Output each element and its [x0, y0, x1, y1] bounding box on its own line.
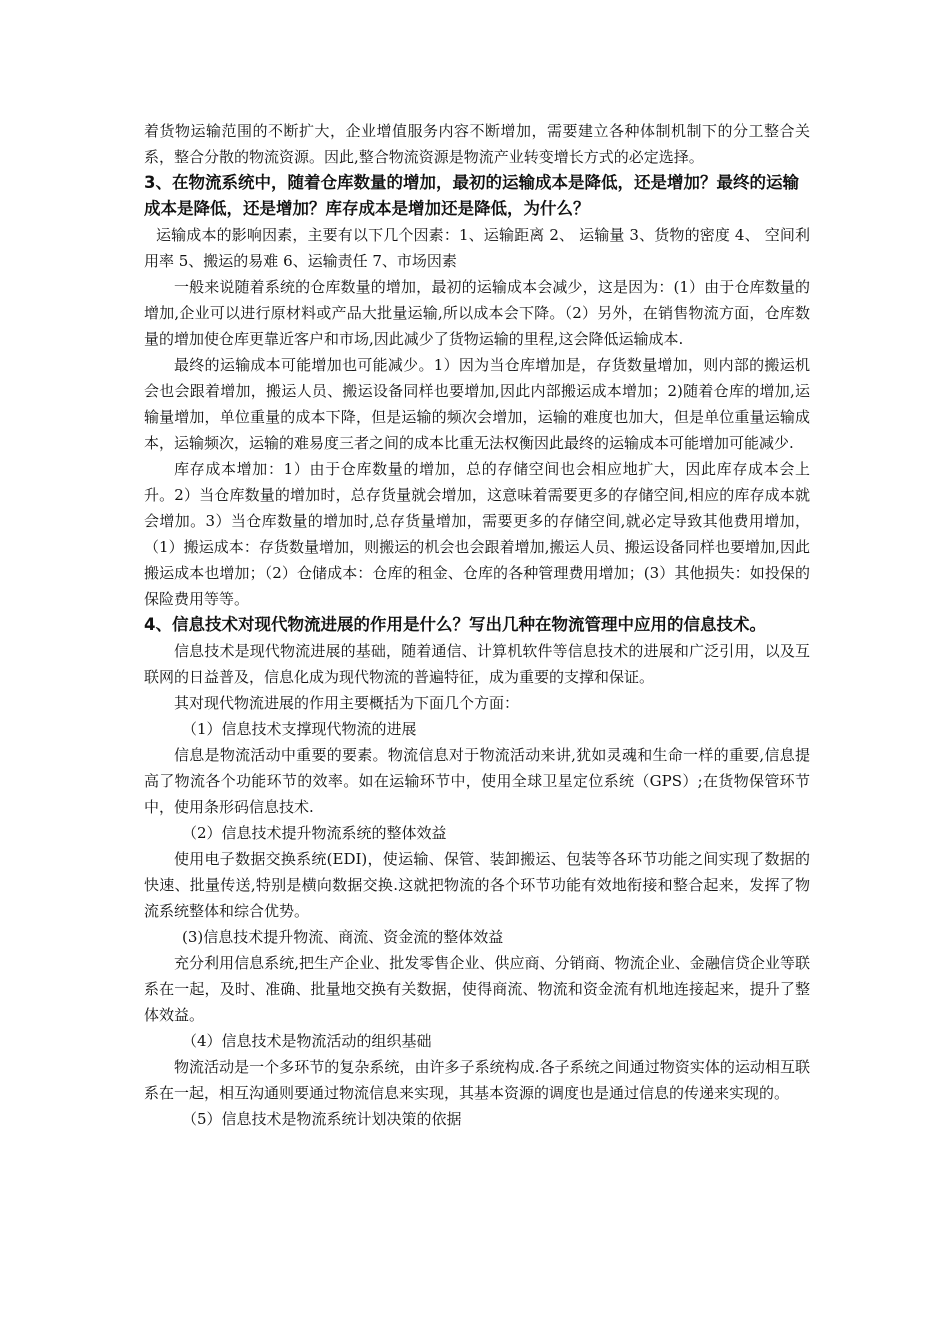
subheading-3: (3)信息技术提升物流、商流、资金流的整体效益: [182, 928, 504, 946]
subsection-2-paragraph: 使用电子数据交换系统(EDI)，使运输、保管、装卸搬运、包装等各环节功能之间实现了数据的快速、批量传送,特别是横向数据交换.这就把物流的各个环节功能有效地衔接和整合起来，发挥了物流系统整体和综合优势。: [144, 850, 810, 920]
subheading-4: （4）信息技术是物流活动的组织基础: [182, 1032, 432, 1050]
subsection-4-paragraph: 物流活动是一个多环节的复杂系统，由许多子系统构成.各子系统之间通过物资实体的运动相互联系在一起，相互沟通则要通过物流信息来实现，其基本资源的调度也是通过信息的传递来实现的。: [144, 1058, 810, 1102]
question-3-heading: 3、在物流系统中，随着仓库数量的增加，最初的运输成本是降低，还是增加？最终的运输成本是降低，还是增加？库存成本是增加还是降低，为什么？: [144, 173, 799, 218]
subsection-3-paragraph: 充分利用信息系统,把生产企业、批发零售企业、供应商、分销商、物流企业、金融信贷企业等联系在一起，及时、准确、批量地交换有关数据，使得商流、物流和资金流有机地连接起来，提升了整体效益。: [144, 954, 810, 1024]
initial-transport-cost-paragraph: 一般来说随着系统的仓库数量的增加，最初的运输成本会减少，这是因为：(1）由于仓库数量的增加,企业可以进行原材料或产品大批量运输,所以成本会下降。（2）另外，在销售物流方面，仓库数量的增加使仓库更靠近客户和市场,因此减少了货物运输的里程,这会降低运输成本.: [144, 278, 810, 348]
subheading-1: （1）信息技术支撑现代物流的进展: [182, 720, 417, 738]
inventory-cost-paragraph: 库存成本增加：1）由于仓库数量的增加，总的存储空间也会相应地扩大，因此库存成本会上升。2）当仓库数量的增加时，总存货量就会增加，这意味着需要更多的存储空间,相应的库存成本就会增加。3）当仓库数量的增加时,总存货量增加，需要更多的存储空间,就必定导致其他费用增加，（1）搬运成本：存货数量增加，则搬运的机会也会跟着增加,搬运人员、搬运设备同样也要增加,因此搬运成本也增加；（2）仓储成本：仓库的租金、仓库的各种管理费用增加；(3）其他损失：如投保的保险费用等等。: [144, 460, 810, 608]
document-page: [144, 118, 810, 1132]
final-transport-cost-paragraph: 最终的运输成本可能增加也可能减少。1）因为当仓库增加是，存货数量增加，则内部的搬运机会也会跟着增加，搬运人员、搬运设备同样也要增加,因此内部搬运成本增加；2)随着仓库的增加,运输量增加，单位重量的成本下降，但是运输的频次会增加，运输的难度也加大，但是单位重量运输成本，运输频次，运输的难易度三者之间的成本比重无法权衡因此最终的运输成本可能增加可能减少.: [144, 356, 810, 452]
it-foundation-paragraph: 信息技术是现代物流进展的基础，随着通信、计算机软件等信息技术的进展和广泛引用，以及互联网的日益普及，信息化成为现代物流的普遍特征，成为重要的支撑和保证。: [144, 642, 810, 686]
intro-paragraph: 着货物运输范围的不断扩大，企业增值服务内容不断增加，需要建立各种体制机制下的分工整合关系，整合分散的物流资源。因此,整合物流资源是物流产业转变增长方式的必定选择。: [144, 122, 810, 166]
subsection-1-paragraph: 信息是物流活动中重要的要素。物流信息对于物流活动来讲,犹如灵魂和生命一样的重要,信息提高了物流各个功能环节的效率。如在运输环节中，使用全球卫星定位系统（GPS）;在货物保管环节中，使用条形码信息技术.: [144, 746, 810, 816]
subheading-5: （5）信息技术是物流系统计划决策的依据: [182, 1110, 462, 1128]
it-summary-line: 其对现代物流进展的作用主要概括为下面几个方面：: [174, 694, 520, 712]
transport-cost-factors: 运输成本的影响因素，主要有以下几个因素：1、运输距离 2、 运输量 3、货物的密度 4、 空间利用率 5、搬运的易难 6、运输责任 7、市场因素: [144, 226, 810, 270]
question-4-heading: 4、信息技术对现代物流进展的作用是什么？写出几种在物流管理中应用的信息技术。: [144, 615, 766, 634]
subheading-2: （2）信息技术提升物流系统的整体效益: [182, 824, 447, 842]
